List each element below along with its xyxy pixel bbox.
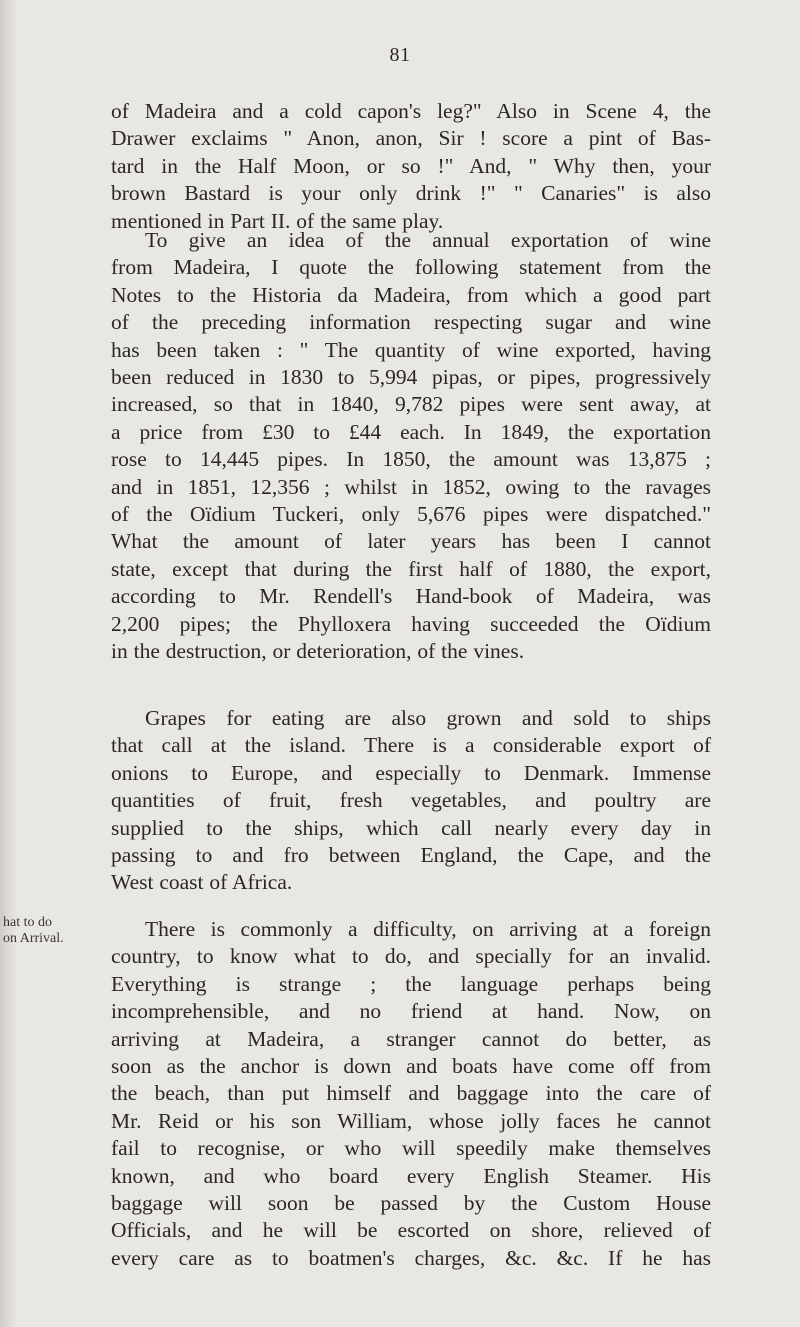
text-line: West coast of Africa. — [111, 870, 293, 895]
text-line: onions to Europe, and especially to Denmark. Immense — [111, 760, 711, 785]
margin-note-line: on Arrival. — [3, 931, 64, 946]
text-line: baggage will soon be passed by the Custom House — [111, 1191, 711, 1216]
text-line: There is commonly a difficulty, on arriving at a foreign — [145, 917, 711, 941]
text-line: passing to and fro between England, the Cape, and the — [111, 843, 711, 868]
text-line: in the destruction, or deterioration, of the vines. — [111, 639, 525, 664]
text-line: from Madeira, I quote the following statement from the — [111, 255, 711, 280]
text-line: supplied to the ships, which call nearly every day in — [111, 815, 711, 840]
text-line: has been taken : " The quantity of wine exported, having — [111, 337, 711, 362]
text-line: What the amount of later years has been I cannot — [111, 529, 711, 554]
text-line: that call at the island. There is a considerable export of — [111, 733, 711, 758]
text-line: fail to recognise, or who will speedily make themselves — [111, 1136, 711, 1161]
page-number: 81 — [389, 44, 411, 66]
text-line: Officials, and he will be escorted on shore, relieved of — [111, 1218, 711, 1243]
paragraph-1 — [111, 98, 711, 235]
paragraph-3 — [111, 705, 711, 897]
text-line: Drawer exclaims " Anon, anon, Sir ! score a pint of Bas- — [111, 126, 711, 151]
text-line: a price from £30 to £44 each. In 1849, the exportation — [111, 419, 711, 444]
text-line: of the preceding information respecting sugar and wine — [111, 310, 711, 335]
text-line: been reduced in 1830 to 5,994 pipas, or pipes, progressively — [111, 365, 711, 390]
text-line: according to Mr. Rendell's Hand-book of Madeira, was — [111, 584, 711, 609]
text-line: Notes to the Historia da Madeira, from which a good part — [111, 282, 711, 307]
text-line: 2,200 pipes; the Phylloxera having succeeded the Oïdium — [111, 611, 711, 636]
text-line: every care as to boatmen's charges, &c. &c. If he has — [111, 1245, 711, 1270]
text-line: soon as the anchor is down and boats have come off from — [111, 1054, 711, 1079]
text-line: quantities of fruit, fresh vegetables, and poultry are — [111, 788, 711, 813]
text-line: brown Bastard is your only drink !" " Canaries" is also — [111, 181, 711, 206]
text-line: Mr. Reid or his son William, whose jolly faces he cannot — [111, 1108, 711, 1133]
text-line: country, to know what to do, and specially for an invalid. — [111, 944, 711, 969]
text-line: arriving at Madeira, a stranger cannot do better, as — [111, 1026, 711, 1051]
text-line: tard in the Half Moon, or so !" And, " Why then, your — [111, 153, 711, 178]
text-line: of the Oïdium Tuckeri, only 5,676 pipes were dispatched." — [111, 502, 711, 527]
paragraph-4 — [111, 916, 711, 1272]
text-line: of Madeira and a cold capon's leg?" Also in Scene 4, the — [111, 99, 711, 123]
text-line: known, and who board every English Steamer. His — [111, 1163, 711, 1188]
text-line: rose to 14,445 pipes. In 1850, the amount was 13,875 ; — [111, 447, 711, 472]
margin-note — [3, 915, 99, 947]
text-line: mentioned in Part II. of the same play. — [111, 208, 444, 233]
page-gutter-shadow — [0, 0, 18, 1327]
text-line: the beach, than put himself and baggage into the care of — [111, 1081, 711, 1106]
text-line: and in 1851, 12,356 ; whilst in 1852, owing to the ravages — [111, 474, 711, 499]
paragraph-2 — [111, 227, 711, 666]
text-line: incomprehensible, and no friend at hand. Now, on — [111, 999, 711, 1024]
text-line: To give an idea of the annual exportation of wine — [145, 228, 711, 252]
text-line: state, except that during the first half of 1880, the export, — [111, 556, 711, 581]
margin-note-line: hat to do — [3, 915, 52, 930]
text-line: increased, so that in 1840, 9,782 pipes were sent away, at — [111, 392, 711, 417]
text-line: Everything is strange ; the language perhaps being — [111, 971, 711, 996]
text-line: Grapes for eating are also grown and sold to ships — [145, 706, 711, 730]
